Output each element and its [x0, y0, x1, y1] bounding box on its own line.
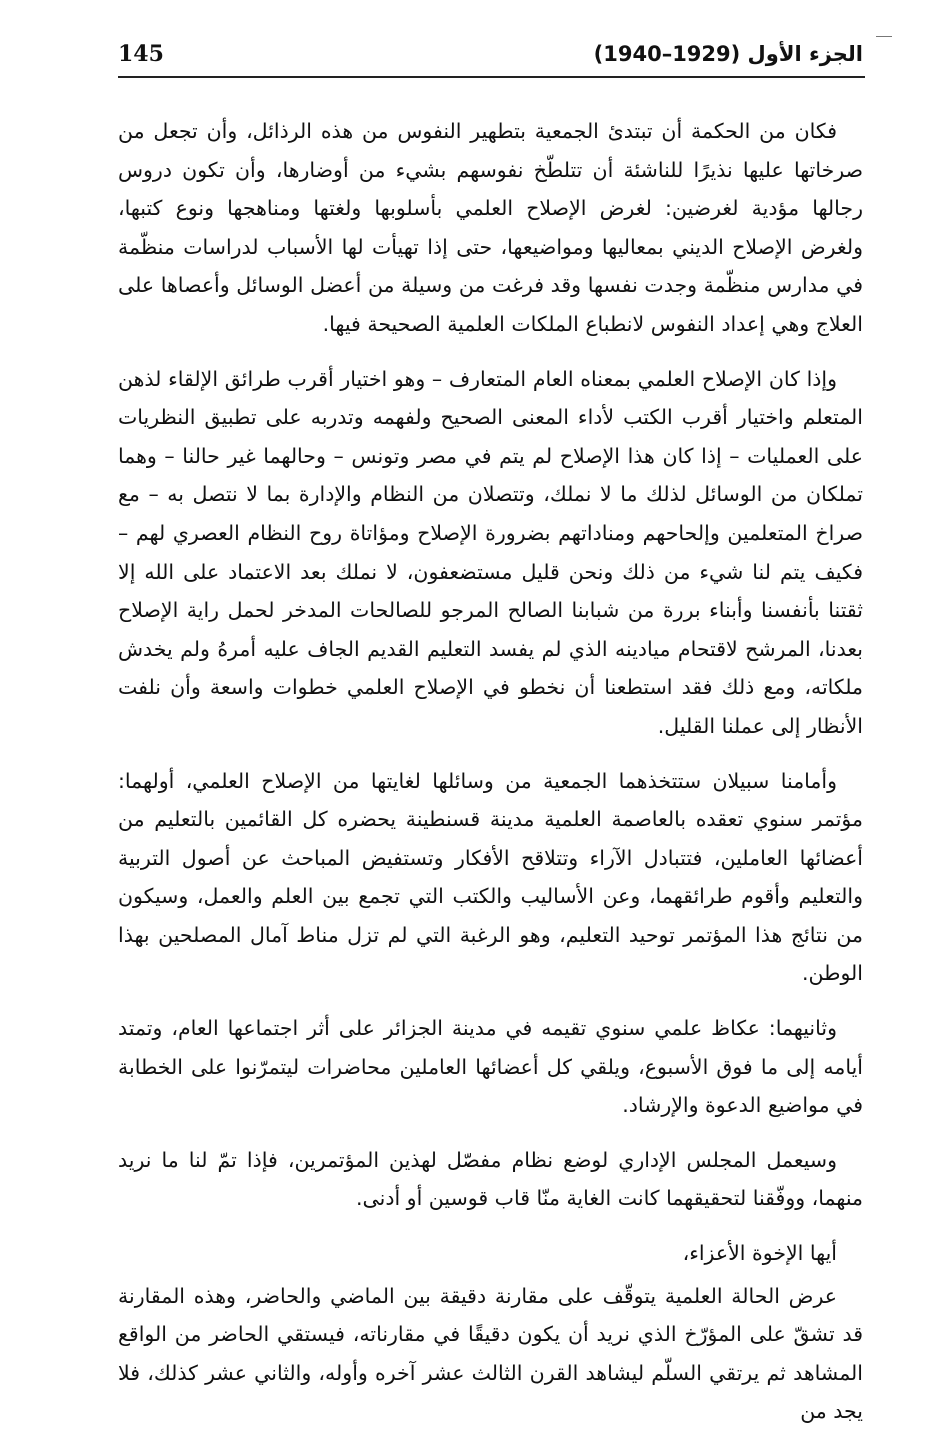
paragraph-4: وثانيهما: عكاظ علمي سنوي تقيمه في مدينة الجزائر على أثر اجتماعها العام، وتمتد أيامه إلى ما فوق الأسبوع، ويلقي كل أعضائها العاملين محاضرات ليتمرّنوا على الخطابة في مواضيع الدعوة والإرشاد.	[118, 1016, 863, 1118]
margin-mark	[876, 36, 892, 37]
page-number: 145	[118, 41, 164, 67]
paragraph-2: وإذا كان الإصلاح العلمي بمعناه العام المتعارف – وهو اختيار أقرب طرائق الإلقاء لذهن المتعلم واختيار أقرب الكتب لأداء المعنى الصحيح ولفهمه وتدربه على تطبيق النظريات على العمليات – إذا كان هذا الإصلاح لم يتم في مصر وتونس – وحالهما غير حالنا – وهما تملكان من الوسائل لذلك ما لا نملك، وتتصلان من النظام والإدارة بما لا نتصل به – مع صراخ المتعلمين وإلحاحهم ومناداتهم بضرورة الإصلاح ومؤاتاة روح النظام العصري لهم – فكيف يتم لنا شيء من ذلك ونحن قليل مستضعفون، لا نملك بعد الاعتماد على الله إلا ثقتنا بأنفسنا وأبناء بررة من شبابنا الصالح المرجو للصالحات المدخر لحمل راية الإصلاح بعدنا، المرشح لاقتحام ميادينه الذي لم يفسد التعليم القديم الجاف عليه أمرهُ ولم يخدش ملكاته، ومع ذلك فقد استطعنا أن نخطو في الإصلاح العلمي خطوات واسعة وأن نلفت الأنظار إلى عملنا القليل.	[118, 366, 863, 738]
paragraph-6: عرض الحالة العلمية يتوقّف على مقارنة دقيقة بين الماضي والحاضر، وهذه المقارنة قد تشقّ على المؤرّخ الذي نريد أن يكون دقيقًا في مقارناته، فيستقي الحاضر من الواقع المشاهد ثم يرتقي السلّم ليشاهد القرن الثالث عشر آخره وأوله، والثاني عشر كذلك، فلا يجد من	[118, 1283, 863, 1424]
running-title: الجزء الأول (1929–1940)	[593, 42, 863, 66]
paragraph-1: فكان من الحكمة أن تبتدئ الجمعية بتطهير النفوس من هذه الرذائل، وأن تجعل من صرخاتها عليها نذيرًا للناشئة أن تتلطّخ نفوسهم بشيء من أوضارها، وأن تكون دروس رجالها مؤدية لغرضين: لغرض الإصلاح العلمي بأسلوبها ولغتها ومناهجها ونوع كتبها، ولغرض الإصلاح الديني بمعاليها ومواضيعها، حتى إذا تهيأت لها الأسباب لدراسات منظّمة في مدارس منظّمة وجدت نفسها وقد فرغت من وسيلة من أعضل الوسائل وأعصاها على العلاج وهي إعداد النفوس لانطباع الملكات العلمية الصحيحة فيها.	[118, 119, 863, 336]
paragraph-3: وأمامنا سبيلان ستتخذهما الجمعية من وسائلها لغايتها من الإصلاح العلمي، أولهما: مؤتمر سنوي تعقده بالعاصمة العلمية مدينة قسنطينة يحضره كل القائمين بالتعليم من أعضائها العاملين، فتتبادل الآراء وتتلاقح الأفكار وتستفيض المباحث عن أصول التربية والتعليم وأقوم طرائقهما، وعن الأساليب والكتب التي تجمع بين العلم والعمل، وسيكون من نتائج هذا المؤتمر توحيد التعليم، وهو الرغبة التي لم تزل مناط آمال المصلحين بهذا الوطن.	[118, 768, 863, 986]
header-rule	[118, 76, 865, 78]
body-text	[118, 112, 863, 1431]
page-header	[118, 38, 863, 72]
address-line: أيها الإخوة الأعزاء،	[682, 1241, 837, 1266]
paragraph-5: وسيعمل المجلس الإداري لوضع نظام مفصّل لهذين المؤتمرين، فإذا تمّ لنا ما نريد منهما، ووفّقنا لتحقيقهما كانت الغاية منّا قاب قوسين أو أدنى.	[118, 1147, 863, 1211]
